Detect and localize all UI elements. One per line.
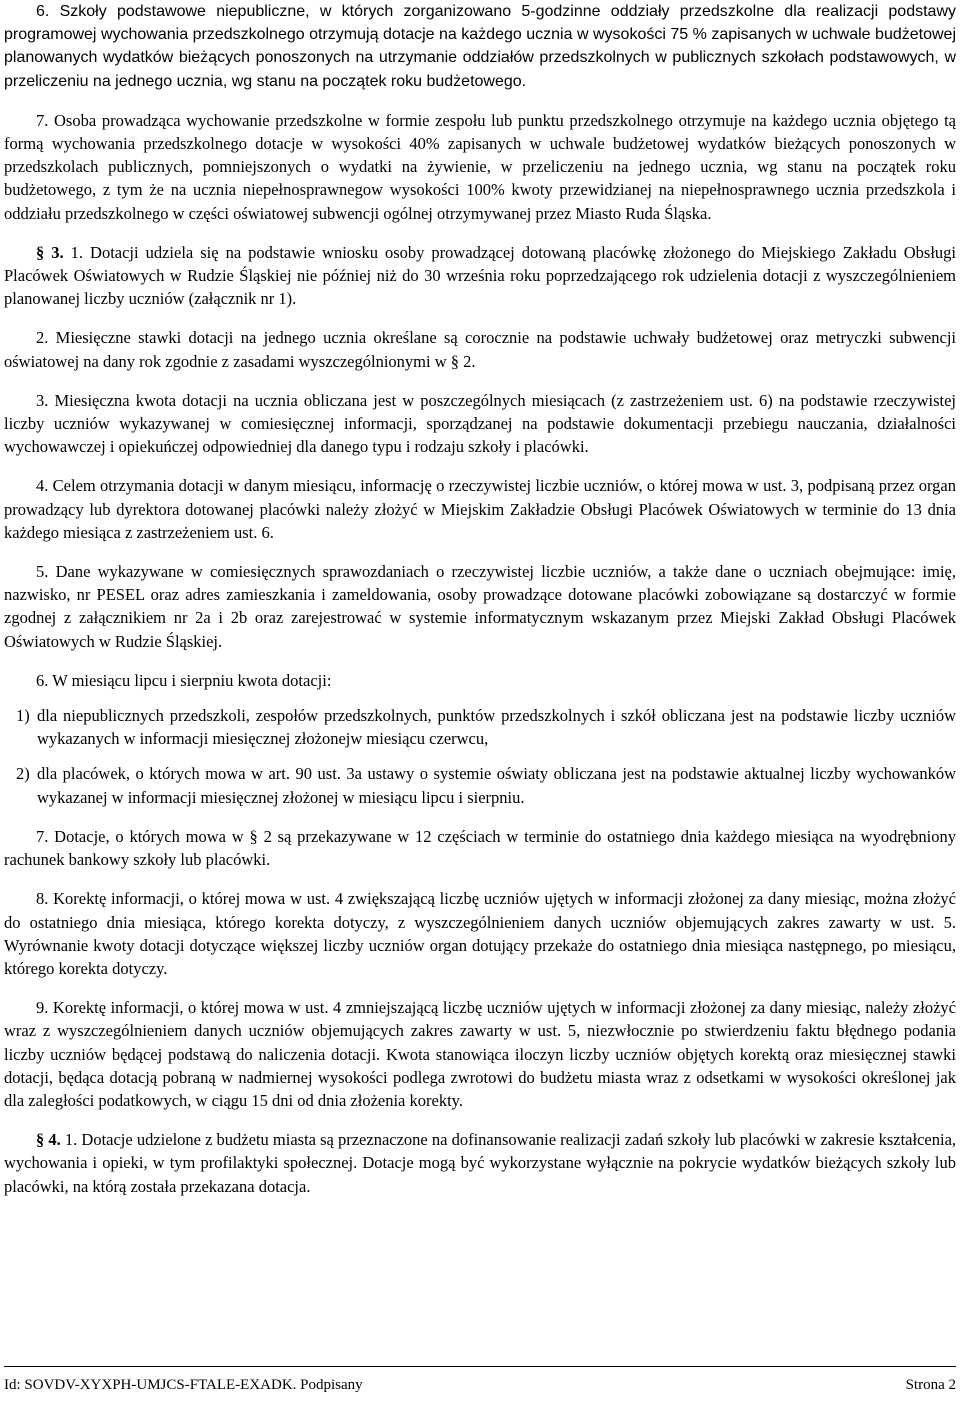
paragraph-s3-3: 3. Miesięczna kwota dotacji na ucznia obliczana jest w poszczególnych miesiącach (z zastrzeżeniem ust. 6) na podstawie rzeczywistej liczby uczniów wykazywanej w comiesięcznej informacji, sporządzanej na podstawie dokumentacji przebiegu nauczania, działalności wychowawczej i opiekuńczej odpowiedniej dla danego typu i rodzaju szkoły i placówki. [4,390,956,457]
paragraph-s3-7: 7. Dotacje, o których mowa w § 2 są przekazywane w 12 częściach w terminie do ostatniego dnia każdego miesiąca na wyodrębniony rachunek bankowy szkoły lub placówki. [4,826,956,870]
list-item-1-number: 1) [16,706,30,726]
paragraph-s3-5: 5. Dane wykazywane w comiesięcznych sprawozdaniach o rzeczywistej liczbie uczniów, a także dane o uczniach obejmujące: imię, nazwisko, nr PESEL oraz adres zamieszkania i zameldowania, osoby prowadzące dotowane placówki zobowiązane są dostarczyć w formie zgodnej z załącznikiem nr 2a i 2b oraz zarejestrować w systemie informatycznym wskazanym przez Miejski Zakład Obsługi Placówek Oświatowych w Rudzie Śląskiej. [4,562,956,651]
list-item-2-text: dla placówek, o których mowa w art. 90 ust. 3a ustawy o systemie oświaty obliczana jest na podstawie aktualnej liczby wychowanków wykazanej w informacji miesięcznej złożonej w miesiącu lipcu i sierpniu. [37,764,956,807]
paragraph-s3-6: 6. W miesiącu lipcu i sierpniu kwota dotacji: [36,670,332,690]
document-body [4,0,956,1198]
paragraph-s3-1-text: 1. Dotacji udziela się na podstawie wniosku osoby prowadzącej dotowaną placówkę złożonego do Miejskiego Zakładu Obsługi Placówek Oświatowych w Rudzie Śląskiej nie później niż do 30 września roku poprzedzającego rok udzielenia dotacji z wyszczególnieniem planowanej liczby uczniów (załącznik nr 1). [4,242,957,309]
paragraph-s3-1 [4,241,956,311]
paragraph-s2-6: 6. Szkoły podstawowe niepubliczne, w których zorganizowano 5-godzinne oddziały przedszkolne dla realizacji podstawy programowej wychowania przedszkolnego otrzymują dotacje na każdego ucznia w wysokości 75 % zapisanych w uchwale budżetowej planowanych wydatków bieżących ponoszonych na utrzymanie oddziałów przedszkolnych w publicznych szkołach podstawowych, w przeliczeniu na jednego ucznia, wg stanu na początek roku budżetowego. [4,3,956,90]
section-3-heading: § 3. [36,242,64,262]
list-item-2 [4,762,956,808]
paragraph-s2-7: 7. Osoba prowadząca wychowanie przedszkolne w formie zespołu lub punktu przedszkolnego otrzymuje na każdego ucznia objętego tą formą wychowania przedszkolnego dotacje w wysokości 40% zapisanych w uchwale budżetowej wydatków bieżących ponoszonych w przedszkolach publicznych, pomniejszonych o wydatki na żywienie, w przeliczeniu na jednego ucznia, wg stanu na początek roku budżetowego, z tym że na ucznia niepełnosprawnegow wysokości 100% kwoty przewidzianej na niepełnosprawnego ucznia przedszkola i oddziału przedszkolnego w części oświatowej subwencji ogólnej otrzymywanej przez Miasto Ruda Śląska. [4,110,956,223]
page-number: Strona 2 [905,1377,956,1393]
page-footer [4,1366,956,1394]
list-item-1 [4,704,956,750]
paragraph-s4-1-text: 1. Dotacje udzielone z budżetu miasta są przeznaczone na dofinansowanie realizacji zadań szkoły lub placówki w zakresie kształcenia, wychowania i opieki, w tym profilaktyki społecznej. Dotacje mogą być wykorzystane wyłącznie na pokrycie wydatków bieżących szkoły lub placówki, na którą została przekazana dotacja. [4,1130,957,1196]
list-item-2-number: 2) [16,764,30,784]
paragraph-s3-9: 9. Korektę informacji, o której mowa w ust. 4 zmniejszającą liczbę uczniów ujętych w informacji złożonej za dany miesiąc, należy złożyć wraz z wyszczególnieniem danych uczniów objemujących zakres zawarty w ust. 5, niezwłocznie po stwierdzeniu faktu błędnego podania liczby uczniów będącej podstawą do naliczenia dotacji. Kwota stanowiąca iloczyn liczby uczniów objętych korektą oraz miesięcznej stawki dotacji, będąca dotacją pobraną w nadmiernej wysokości podlega zwrotowi do budżetu miasta wraz z odsetkami w wysokości określonej jak dla zaległości podatkowych, w ciągu 15 dni od dnia złożenia korekty. [4,998,956,1110]
paragraph-s3-2: 2. Miesięczne stawki dotacji na jednego ucznia określane są corocznie na podstawie uchwały budżetowej oraz metryczki subwencji oświatowej na dany rok zgodnie z zasadami wyszczególnionymi w § 2. [4,328,956,371]
document-id: Id: SOVDV-XYXPH-UMJCS-FTALE-EXADK. Podpisany [4,1377,363,1393]
paragraph-s4-1 [4,1128,956,1198]
paragraph-s3-8: 8. Korektę informacji, o której mowa w ust. 4 zwiększającą liczbę uczniów ujętych w informacji złożonej za dany miesiąc, można złożyć do ostatniego dnia miesiąca, którego korekta dotyczy, z wyszczególnieniem danych uczniów objemujących zakres zawarty w ust. 5. Wyrównanie kwoty dotacji dotyczące większej liczby uczniów organ dotujący przekaże do ostatniego dnia miesiąca następnego, po miesiącu, którego korekta dotyczy. [4,889,956,978]
list-item-1-text: dla niepublicznych przedszkoli, zespołów przedszkolnych, punktów przedszkolnych i szkół obliczana jest na podstawie liczby uczniów wykazanych w informacji miesięcznej złożonejw miesiącu czerwcu, [37,706,956,749]
paragraph-s3-4: 4. Celem otrzymania dotacji w danym miesiącu, informację o rzeczywistej liczbie uczniów, o której mowa w ust. 3, podpisaną przez organ prowadzący lub dyrektora dotowanej placówki należy złożyć w Miejskim Zakładzie Obsługi Placówek Oświatowych w terminie do 13 dnia każdego miesiąca z zastrzeżeniem ust. 6. [4,476,956,542]
section-4-heading: § 4. [36,1130,61,1150]
